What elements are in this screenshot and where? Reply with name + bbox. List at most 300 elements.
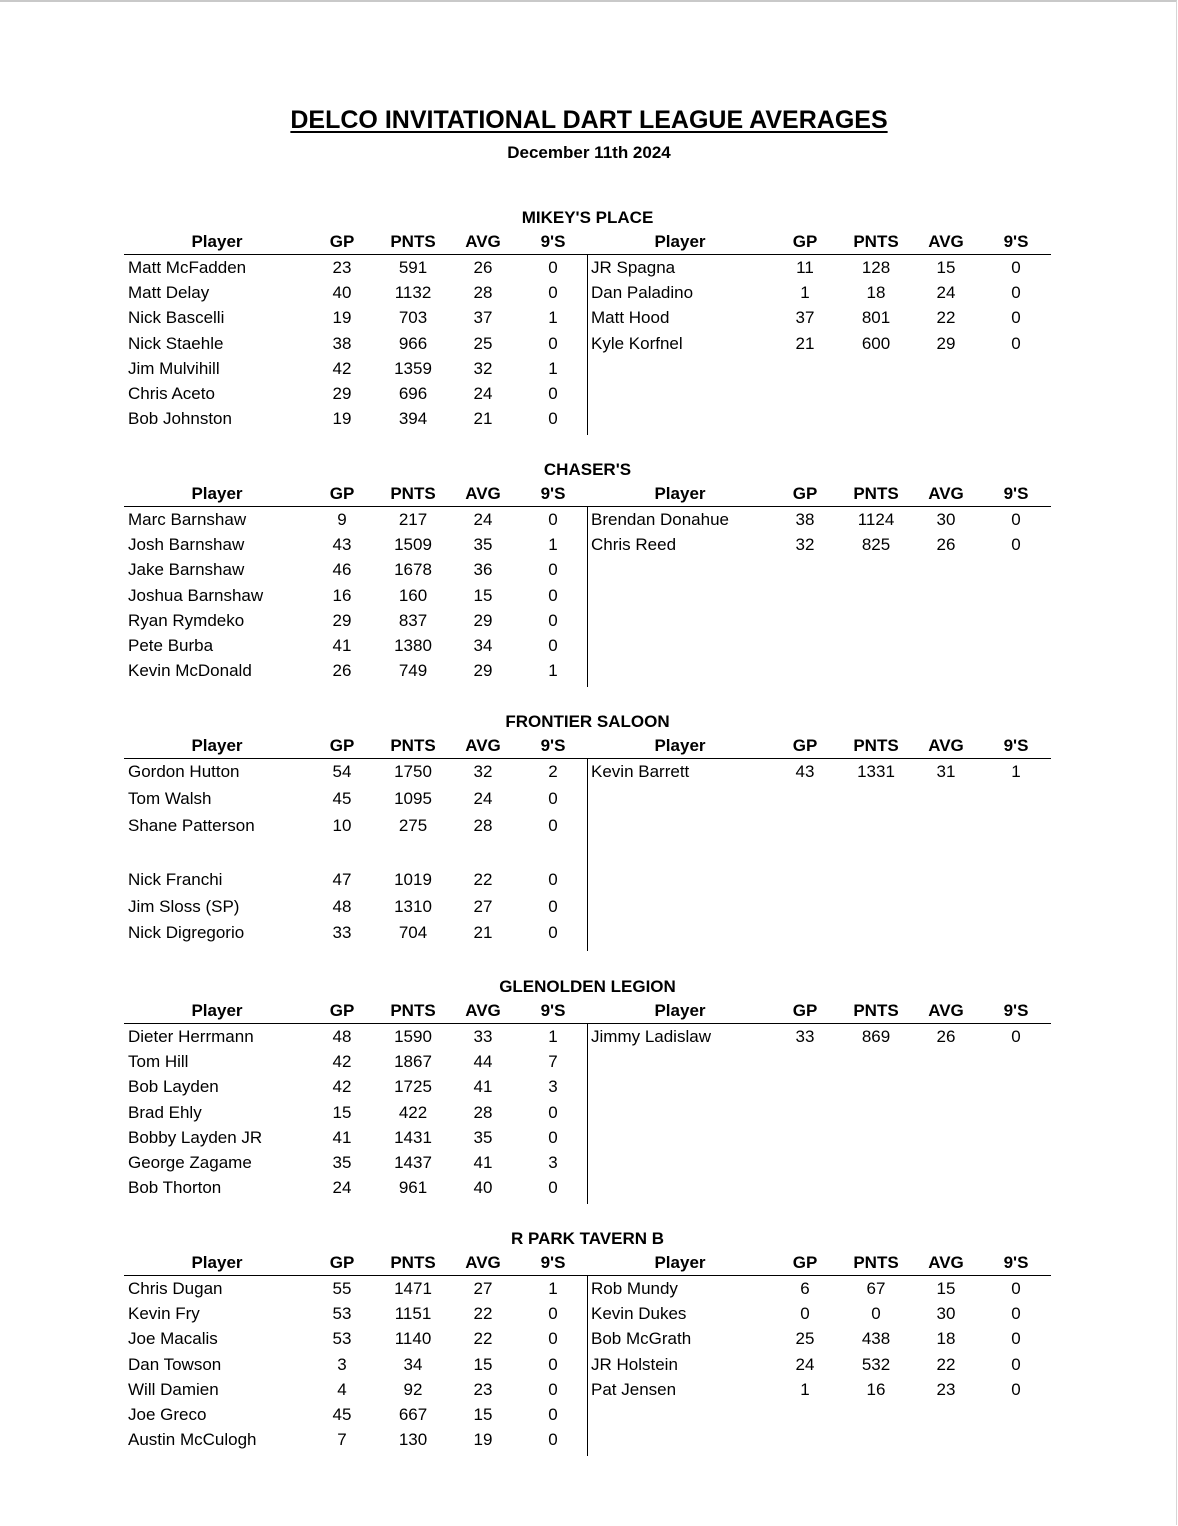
cell-avg: 33 [473,1027,493,1046]
cell-player: Bob McGrath [591,1329,692,1349]
cell-gp: 45 [332,788,352,808]
cell-nines: 0 [1011,258,1021,277]
cell-gp: 24 [795,1354,815,1374]
header-avg: AVG [928,1001,964,1020]
cell-gp: 38 [332,333,352,353]
cell-player: Chris Reed [591,535,677,555]
cell-gp: 48 [332,1027,352,1046]
cell-player: Tom Hill [128,1052,189,1072]
cell-avg: 44 [473,1052,493,1072]
cell-gp: 45 [332,1405,352,1424]
cell-gp: 35 [332,1153,352,1172]
cell-nines: 0 [548,923,558,943]
cell-nines: 0 [548,1127,558,1147]
cell-nines: 0 [1011,1279,1021,1298]
player-row [124,1027,1051,1051]
header-gp: GP [329,1253,355,1272]
cell-gp: 1 [800,1379,810,1399]
cell-nines: 0 [548,788,558,808]
header-nines: 9'S [1003,484,1029,503]
player-row [124,535,1051,559]
cell-pnts: 600 [861,333,891,353]
player-row [124,636,1051,660]
cell-gp: 55 [332,1279,352,1298]
cell-pnts: 0 [871,1304,881,1324]
cell-nines: 0 [548,610,558,630]
header-gp: GP [792,1001,818,1020]
cell-gp: 10 [332,815,352,835]
player-row [124,789,1051,813]
cell-player: Nick Digregorio [128,923,245,943]
cell-gp: 11 [796,258,814,277]
cell-avg: 35 [473,535,493,555]
cell-avg: 34 [473,636,493,655]
cell-player: Jim Mulvihill [128,358,220,378]
cell-gp: 37 [795,308,815,328]
cell-avg: 25 [473,333,493,353]
cell-pnts: 1019 [394,869,432,889]
cell-gp: 24 [332,1178,352,1198]
cell-nines: 0 [548,636,558,655]
player-row [124,1279,1051,1303]
cell-avg: 22 [473,1329,493,1349]
cell-nines: 0 [548,1329,558,1349]
document-title: DELCO INVITATIONAL DART LEAGUE AVERAGES [290,106,888,134]
cell-gp: 16 [332,585,352,605]
cell-player: Jimmy Ladislaw [591,1027,711,1046]
header-pnts: PNTS [853,484,899,503]
cell-pnts: 18 [866,283,886,303]
header-pnts: PNTS [853,736,899,755]
cell-player: Kevin Dukes [591,1304,687,1324]
player-row [124,334,1051,358]
player-row [124,1052,1051,1076]
cell-player: Jim Sloss (SP) [128,896,240,916]
cell-avg: 15 [473,1354,493,1374]
cell-player: Joe Greco [128,1405,207,1424]
header-player: Player [191,1001,243,1020]
cell-pnts: 966 [398,333,428,353]
cell-avg: 31 [936,762,956,781]
cell-player: Will Damien [128,1379,219,1399]
cell-player: Kevin McDonald [128,661,252,681]
header-avg: AVG [465,232,501,251]
cell-avg: 36 [473,560,493,580]
cell-gp: 43 [332,535,352,555]
header-avg: AVG [928,232,964,251]
cell-pnts: 1095 [394,788,432,808]
player-row [124,308,1051,332]
cell-pnts: 1590 [394,1027,432,1046]
player-row [124,1329,1051,1353]
cell-nines: 0 [1011,1027,1021,1046]
cell-gp: 32 [795,535,815,555]
cell-avg: 35 [473,1127,493,1147]
player-row [124,1355,1051,1379]
cell-gp: 54 [332,762,352,781]
header-pnts: PNTS [853,1253,899,1272]
cell-nines: 0 [548,585,558,605]
header-gp: GP [329,736,355,755]
cell-pnts: 1151 [394,1304,432,1324]
cell-pnts: 1750 [394,762,432,781]
player-row [124,510,1051,534]
cell-gp: 53 [332,1329,352,1349]
header-gp: GP [792,736,818,755]
cell-nines: 7 [548,1052,558,1072]
player-row [124,1405,1051,1429]
cell-pnts: 217 [398,510,428,529]
header-avg: AVG [928,1253,964,1272]
player-row [124,586,1051,610]
cell-avg: 30 [936,1304,956,1324]
cell-avg: 29 [936,333,956,353]
header-nines: 9'S [1003,1253,1029,1272]
cell-nines: 0 [548,1430,558,1450]
cell-pnts: 130 [398,1430,428,1450]
player-row [124,611,1051,635]
cell-nines: 2 [548,762,558,781]
player-row [124,1128,1051,1152]
cell-nines: 0 [548,283,558,303]
header-gp: GP [329,1001,355,1020]
cell-avg: 15 [936,258,956,277]
cell-pnts: 275 [398,815,428,835]
cell-gp: 19 [332,308,352,328]
cell-pnts: 532 [861,1354,891,1374]
cell-player: Dieter Herrmann [128,1027,254,1046]
team-name: FRONTIER SALOON [505,712,670,731]
cell-avg: 24 [473,788,493,808]
cell-gp: 46 [332,560,352,580]
cell-player: Brendan Donahue [591,510,730,529]
cell-avg: 30 [936,510,956,529]
cell-player: Rob Mundy [591,1279,678,1298]
cell-avg: 22 [936,1354,956,1374]
player-row [124,560,1051,584]
cell-gp: 23 [332,258,352,277]
player-row [124,384,1051,408]
cell-avg: 28 [473,1102,493,1122]
header-nines: 9'S [540,232,566,251]
cell-nines: 0 [1011,1304,1021,1324]
cell-avg: 29 [473,610,493,630]
cell-gp: 40 [332,283,352,303]
cell-avg: 32 [473,358,493,378]
header-player: Player [654,1253,706,1272]
header-player: Player [654,232,706,251]
player-row [124,283,1051,307]
cell-player: Nick Bascelli [128,308,225,328]
header-nines: 9'S [1003,232,1029,251]
header-avg: AVG [465,1253,501,1272]
cell-gp: 42 [332,1052,352,1072]
cell-gp: 4 [337,1379,347,1399]
header-player: Player [191,736,243,755]
cell-pnts: 128 [861,258,891,277]
header-pnts: PNTS [390,232,436,251]
cell-avg: 41 [473,1077,493,1097]
cell-pnts: 825 [861,535,891,555]
header-nines: 9'S [1003,1001,1029,1020]
player-row [124,762,1051,786]
cell-nines: 0 [1011,333,1021,353]
header-avg: AVG [928,484,964,503]
cell-pnts: 92 [403,1379,423,1399]
column-header-row [124,1001,1051,1024]
cell-avg: 23 [473,1379,493,1399]
header-pnts: PNTS [390,1253,436,1272]
cell-avg: 26 [936,535,956,555]
cell-pnts: 422 [398,1102,428,1122]
cell-nines: 0 [1011,1379,1021,1399]
cell-avg: 40 [473,1178,493,1198]
column-header-row [124,1253,1051,1276]
cell-pnts: 1310 [394,896,432,916]
header-gp: GP [792,232,818,251]
cell-nines: 0 [548,896,558,916]
team-name: GLENOLDEN LEGION [499,977,676,996]
cell-pnts: 67 [866,1279,886,1298]
cell-avg: 28 [473,815,493,835]
cell-avg: 24 [936,283,956,303]
cell-avg: 19 [473,1430,493,1450]
cell-pnts: 1331 [857,762,895,781]
cell-gp: 15 [332,1102,352,1122]
cell-nines: 3 [548,1153,558,1172]
cell-nines: 0 [548,1379,558,1399]
cell-nines: 0 [548,1354,558,1374]
cell-pnts: 667 [398,1405,428,1424]
cell-gp: 6 [800,1279,810,1298]
column-header-row [124,736,1051,759]
cell-pnts: 749 [398,661,428,681]
cell-gp: 1 [800,283,810,303]
cell-player: Austin McCulogh [128,1430,257,1450]
cell-pnts: 1867 [394,1052,432,1072]
cell-avg: 32 [473,762,493,781]
cell-gp: 25 [795,1329,815,1349]
cell-gp: 3 [337,1354,347,1374]
cell-player: George Zagame [128,1153,252,1172]
player-row [124,816,1051,840]
cell-nines: 1 [1011,762,1021,781]
player-row [124,897,1051,921]
cell-pnts: 16 [866,1379,886,1399]
cell-pnts: 591 [398,258,428,277]
cell-player: Nick Staehle [128,333,224,353]
cell-gp: 38 [795,510,815,529]
cell-pnts: 1359 [394,358,432,378]
cell-pnts: 1509 [394,535,432,555]
cell-pnts: 1132 [394,283,432,303]
cell-avg: 18 [936,1329,956,1349]
cell-nines: 0 [548,384,558,403]
header-avg: AVG [465,484,501,503]
team-name: MIKEY'S PLACE [521,208,654,227]
cell-nines: 0 [548,409,558,429]
column-header-row [124,484,1051,507]
player-row [124,923,1051,947]
cell-player: Bobby Layden JR [128,1127,263,1147]
team-name: CHASER'S [543,460,632,479]
header-gp: GP [329,232,355,251]
cell-player: Kevin Barrett [591,762,690,781]
cell-avg: 23 [936,1379,956,1399]
header-player: Player [191,484,243,503]
cell-nines: 0 [548,1178,558,1198]
cell-avg: 26 [473,258,493,277]
cell-player: Chris Aceto [128,384,215,403]
cell-player: Shane Patterson [128,815,255,835]
cell-nines: 0 [548,815,558,835]
cell-nines: 1 [548,1027,558,1046]
cell-player: Jake Barnshaw [128,560,245,580]
player-row [124,843,1051,867]
cell-nines: 0 [548,869,558,889]
cell-pnts: 801 [861,308,891,328]
cell-gp: 53 [332,1304,352,1324]
cell-gp: 0 [800,1304,810,1324]
cell-avg: 22 [936,308,956,328]
header-gp: GP [329,484,355,503]
cell-pnts: 34 [403,1354,423,1374]
cell-player: Ryan Rymdeko [128,610,245,630]
player-row [124,1153,1051,1177]
cell-nines: 1 [548,308,558,328]
cell-player: Chris Dugan [128,1279,223,1298]
cell-pnts: 394 [398,409,428,429]
cell-avg: 22 [473,1304,493,1324]
cell-player: Gordon Hutton [128,762,240,781]
cell-nines: 0 [1011,535,1021,555]
header-avg: AVG [465,1001,501,1020]
cell-player: Josh Barnshaw [128,535,245,555]
cell-avg: 29 [473,661,493,681]
cell-nines: 0 [548,1102,558,1122]
document-date: December 11th 2024 [507,143,671,162]
cell-nines: 0 [548,560,558,580]
header-player: Player [191,232,243,251]
player-row [124,1178,1051,1202]
player-row [124,661,1051,685]
cell-pnts: 160 [398,585,428,605]
team-name: R PARK TAVERN B [511,1229,664,1248]
player-row [124,1077,1051,1101]
player-row [124,409,1051,433]
player-row [124,1380,1051,1404]
cell-gp: 41 [332,636,352,655]
cell-pnts: 696 [398,384,428,403]
player-row [124,1304,1051,1328]
header-player: Player [654,1001,706,1020]
cell-avg: 24 [473,510,493,529]
header-pnts: PNTS [853,232,899,251]
cell-gp: 26 [332,661,352,681]
cell-avg: 21 [473,409,493,429]
cell-pnts: 438 [861,1329,891,1349]
header-nines: 9'S [540,1253,566,1272]
header-pnts: PNTS [390,484,436,503]
cell-avg: 15 [473,585,493,605]
cell-player: Matt Hood [591,308,670,328]
cell-avg: 41 [473,1153,493,1172]
cell-nines: 3 [548,1077,558,1097]
cell-pnts: 1140 [394,1329,432,1349]
header-avg: AVG [928,736,964,755]
header-nines: 9'S [540,484,566,503]
cell-player: Dan Paladino [591,283,694,303]
cell-gp: 33 [795,1027,815,1046]
player-row [124,258,1051,282]
cell-player: Bob Layden [128,1077,219,1097]
header-nines: 9'S [1003,736,1029,755]
cell-avg: 28 [473,283,493,303]
cell-pnts: 1380 [394,636,432,655]
cell-player: Bob Thorton [128,1178,222,1198]
header-player: Player [654,484,706,503]
cell-avg: 15 [473,1405,493,1424]
cell-gp: 19 [332,409,352,429]
cell-pnts: 1437 [394,1153,432,1172]
cell-avg: 27 [473,1279,493,1298]
cell-nines: 1 [548,1279,558,1298]
cell-pnts: 837 [398,610,428,630]
cell-player: Joe Macalis [128,1329,218,1349]
cell-player: Pete Burba [128,636,214,655]
cell-pnts: 1124 [857,510,895,529]
cell-pnts: 1725 [394,1077,432,1097]
cell-gp: 48 [332,896,352,916]
cell-pnts: 1431 [394,1127,432,1147]
cell-nines: 0 [1011,1329,1021,1349]
player-row [124,1430,1051,1454]
cell-avg: 22 [473,869,493,889]
cell-pnts: 961 [398,1178,428,1198]
cell-avg: 15 [936,1279,956,1298]
header-pnts: PNTS [390,1001,436,1020]
cell-pnts: 869 [861,1027,891,1046]
cell-nines: 0 [548,258,558,277]
cell-nines: 0 [548,1304,558,1324]
header-pnts: PNTS [390,736,436,755]
cell-player: Nick Franchi [128,869,223,889]
cell-nines: 1 [548,358,558,378]
cell-avg: 21 [473,923,493,943]
cell-avg: 26 [936,1027,956,1046]
cell-avg: 37 [473,308,493,328]
cell-gp: 42 [332,1077,352,1097]
cell-gp: 33 [332,923,352,943]
cell-avg: 27 [473,896,493,916]
cell-nines: 0 [548,1405,558,1424]
cell-avg: 24 [473,384,493,403]
header-pnts: PNTS [853,1001,899,1020]
column-header-row [124,232,1051,255]
header-gp: GP [792,484,818,503]
cell-player: Joshua Barnshaw [128,585,264,605]
header-player: Player [654,736,706,755]
cell-gp: 29 [332,384,352,403]
cell-nines: 0 [1011,1354,1021,1374]
cell-nines: 0 [1011,510,1021,529]
cell-nines: 1 [548,661,558,681]
cell-player: Pat Jensen [591,1379,677,1399]
header-nines: 9'S [540,736,566,755]
header-nines: 9'S [540,1001,566,1020]
cell-gp: 29 [332,610,352,630]
cell-pnts: 1471 [394,1279,432,1298]
